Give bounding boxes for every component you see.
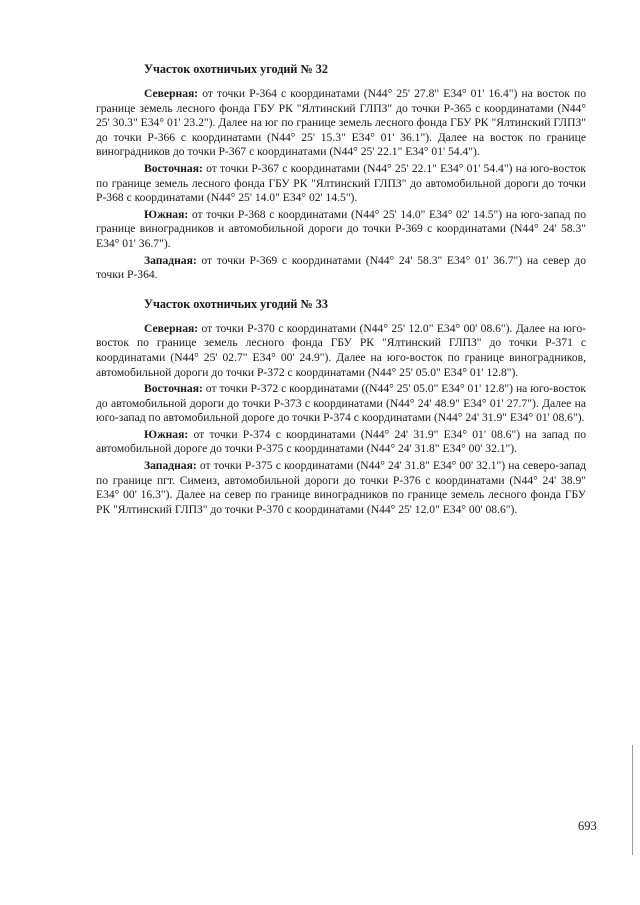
boundary-west	[96, 459, 586, 517]
boundary-west	[96, 254, 586, 283]
boundary-label: Восточная:	[144, 161, 203, 175]
boundary-text: от точки Р-370 с координатами (N44° 25' 12.0" E34° 00' 08.6"). Далее на юго-восток по границе земель лесного фонда ГБУ РК "Ялтинский ГЛПЗ" до точки Р-371 с координатами (N44° 25' 02.7" E34° 00' 24.9"). Далее на юго-восток по границе виноградников, автомобильной дороги до точки Р-372 с координатами (N44° 25' 05.0" E34° 01' 12.8").	[96, 321, 586, 379]
boundary-label: Северная:	[144, 87, 199, 100]
boundary-label: Северная:	[144, 321, 199, 335]
boundary-label: Восточная:	[144, 382, 203, 396]
page-number: 693	[578, 819, 597, 833]
section-title: Участок охотничьих угодий № 33	[144, 296, 328, 311]
boundary-label: Западная:	[144, 459, 197, 473]
boundary-south	[96, 428, 586, 457]
boundary-text: от точки Р-372 с координатами ((N44° 25' 05.0" E34° 01' 12.8") на юго-восток до автомобильной дороги до точки Р-373 с координатами (N44° 24' 48.9" E34° 01' 27.7"). Далее на юго-запад по автомобильной дороге до точки Р-374 с координатами (N44° 24' 31.9" E34° 01' 08.6").	[96, 382, 586, 425]
boundary-text: от точки Р-369 с координатами (N44° 24' 58.3" E34° 01' 36.7") на север до точки Р-364.	[96, 253, 586, 282]
section-title: Участок охотничьих угодий № 32	[144, 62, 328, 76]
boundary-label: Западная:	[144, 253, 197, 267]
boundary-text: от точки Р-368 с координатами (N44° 25' 14.0" E34° 02' 14.5") на юго-запад по границе виноградников и автомобильной дороги до точки Р-369 с координатами (N44° 24' 58.3" E34° 01' 36.7").	[96, 207, 586, 250]
boundary-east	[96, 162, 586, 206]
boundary-text: от точки Р-364 с координатами (N44° 25' 27.8" E34° 01' 16.4") на восток по границе земель лесного фонда ГБУ РК "Ялтинский ГЛПЗ" до точки Р-365 с координатами (N44° 25' 30.3" E34° 01' 23.2"). Далее на юг по границе земель лесного фонда ГБУ РК "Ялтинский ГЛПЗ" до точки Р-366 с координатами (N44° 25' 15.3" E34° 01' 36.1"). Далее на восток по границе виноградников до точки Р-367 с координатами (N44° 25' 22.1" E34° 01' 54.4").	[96, 87, 586, 159]
document-page	[96, 62, 586, 531]
boundary-label: Южная:	[144, 207, 189, 221]
boundary-text: от точки Р-375 с координатами (N44° 24' 31.8" E34° 00' 32.1") на северо-запад по границе пгт. Симеиз, автомобильной дороги до точки Р-376 с координатами (N44° 24' 38.9" E34° 00' 16.3"). Далее на север по границе виноградников по границе земель лесного фонда ГБУ РК "Ялтинский ГЛПЗ" до точки Р-370 с координатами (N44° 25' 12.0" E34° 00' 08.6").	[96, 459, 586, 516]
section-hunting-area-32	[96, 62, 586, 283]
boundary-label: Южная:	[144, 427, 189, 441]
boundary-text: от точки Р-367 с координатами (N44° 25' 22.1" E34° 01' 54.4") на юго-восток по границе земель лесного фонда ГБУ РК "Ялтинский ГЛПЗ" до автомобильной дороги до точки Р-368 с координатами (N44° 25' 14.0" E34° 02' 14.5").	[96, 161, 586, 205]
boundary-north	[96, 87, 586, 160]
section-hunting-area-33	[96, 297, 586, 518]
scan-edge-line	[632, 745, 633, 855]
boundary-text: от точки Р-374 с координатами (N44° 24' 31.9" E34° 01' 08.6") на запад по автомобильной дороге до точки Р-375 с координатами (N44° 24' 31.8" E34° 00' 32.1").	[96, 427, 586, 456]
boundary-north	[96, 322, 586, 380]
boundary-south	[96, 208, 586, 252]
boundary-east	[96, 382, 586, 426]
